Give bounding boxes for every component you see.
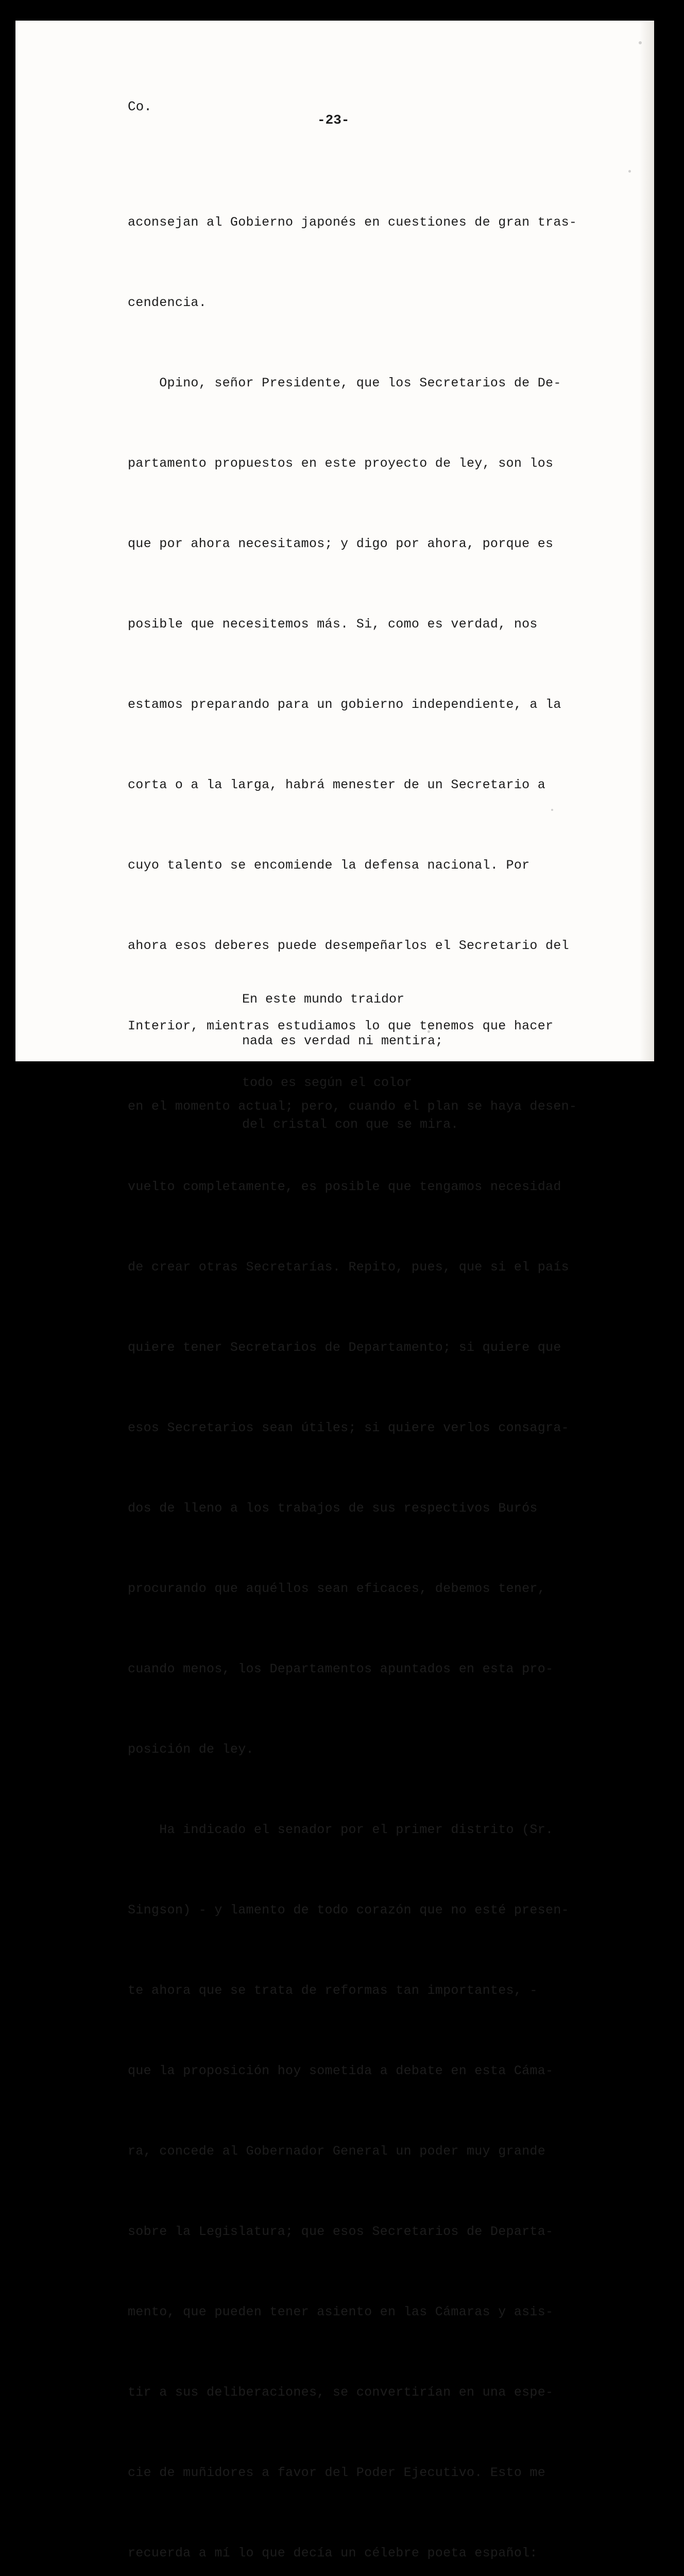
- document-page: [15, 21, 654, 2561]
- page-number: -23-: [317, 112, 350, 128]
- verse-quote: [242, 964, 458, 1159]
- text-line: Singson) - y lamento de todo corazón que no esté presen-: [128, 1903, 569, 1918]
- ink-speck: [639, 41, 642, 44]
- text-line: Interior, mientras estudiamos lo que tenemos que hacer: [128, 1019, 554, 1033]
- text-line: procurando que aquéllos sean eficaces, debemos tener,: [128, 1581, 546, 1596]
- typist-initials: Co.: [128, 99, 152, 114]
- text-line: ahora esos deberes puede desempeñarlos el Secretario del: [128, 938, 569, 953]
- text-line: posición de ley.: [128, 1742, 254, 1757]
- text-line: de crear otras Secretarías. Repito, pues, que si el país: [128, 1260, 569, 1275]
- text-line: te ahora que se trata de reformas tan importantes, -: [128, 1983, 538, 1998]
- text-line: Opino, señor Presidente, que los Secretarios de De-: [128, 376, 561, 391]
- text-line: partamento propuestos en este proyecto de ley, son los: [128, 456, 554, 471]
- text-line: vuelto completamente, es posible que tengamos necesidad: [128, 1179, 561, 1194]
- text-line: cie de muñidores a favor del Poder Ejecutivo. Esto me: [128, 2465, 546, 2480]
- text-line: tir a sus deliberaciones, se convertirían en una espe-: [128, 2385, 554, 2400]
- text-line: que por ahora necesitamos; y digo por ahora, porque es: [128, 536, 554, 551]
- text-line: recuerda a mí lo que decía un célebre poeta español:: [128, 2546, 538, 2561]
- text-line: dos de lleno a los trabajos de sus respectivos Burós: [128, 1501, 538, 1516]
- text-line: aconsejan al Gobierno japonés en cuestiones de gran tras-: [128, 215, 577, 230]
- body-text: [128, 156, 577, 2576]
- ink-speck: [427, 1030, 430, 1033]
- text-line: que la proposición hoy sometida a debate en esta Cáma-: [128, 2063, 554, 2078]
- text-line: corta o a la larga, habrá menester de un Secretario a: [128, 777, 546, 792]
- text-line: cuando menos, los Departamentos apuntados en esta pro-: [128, 1662, 554, 1676]
- text-line: cendencia.: [128, 295, 207, 310]
- text-line: quiere tener Secretarios de Departamento; si quiere que: [128, 1340, 561, 1355]
- text-line: ra, concede al Gobernador General un poder muy grande: [128, 2144, 546, 2159]
- text-line: sobre la Legislatura; que esos Secretarios de Departa-: [128, 2224, 554, 2239]
- text-line: Ha indicado el senador por el primer distrito (Sr.: [128, 1822, 554, 1837]
- text-line: esos Secretarios sean útiles; si quiere verlos consagra-: [128, 1420, 569, 1435]
- ink-speck: [628, 170, 631, 173]
- text-line: en el momento actual; pero, cuando el plan se haya desen-: [128, 1099, 577, 1114]
- verse-line: todo es según el color: [242, 1075, 413, 1090]
- verse-line: En este mundo traidor: [242, 992, 405, 1007]
- verse-line: nada es verdad ni mentira;: [242, 1033, 443, 1048]
- text-line: posible que necesitemos más. Si, como es verdad, nos: [128, 617, 538, 632]
- page-edge-shading: [640, 21, 654, 1061]
- text-line: estamos preparando para un gobierno independiente, a la: [128, 697, 561, 712]
- verse-line: del cristal con que se mira.: [242, 1117, 459, 1132]
- text-line: cuyo talento se encomiende la defensa nacional. Por: [128, 858, 530, 873]
- ink-speck: [551, 809, 553, 811]
- text-line: mento, que pueden tener asiento en las Cámaras y asis-: [128, 2304, 554, 2319]
